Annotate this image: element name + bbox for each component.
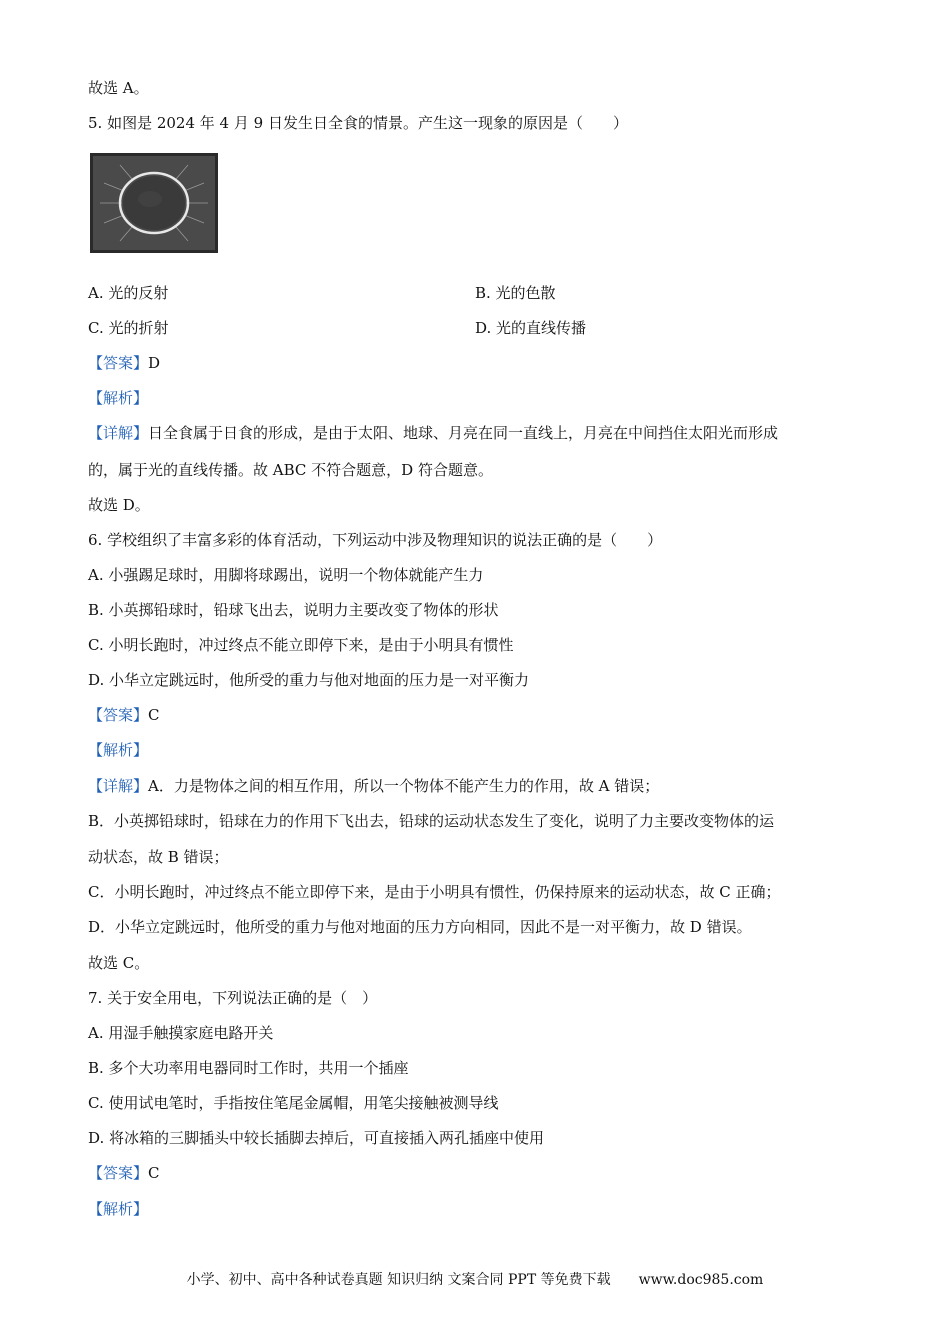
q5-option-a: A. 光的反射 <box>88 284 169 302</box>
answer-5 <box>88 353 160 373</box>
conclusion-6: 故选 C。 <box>88 954 150 972</box>
question-5: 5. 如图是 2024 年 4 月 9 日发生日全食的情景。产生这一现象的原因是（ ） <box>88 114 628 132</box>
detail-tag: 【详解】 <box>88 777 149 795</box>
answer-value: C <box>148 1164 160 1182</box>
answer-tag: 【答案】 <box>88 706 149 724</box>
answer-tag: 【答案】 <box>88 354 149 372</box>
q5-option-c: C. 光的折射 <box>88 319 169 337</box>
detail-5-line2: 的，属于光的直线传播。故 ABC 不符合题意，D 符合题意。 <box>88 461 493 479</box>
q7-option-c: C. 使用试电笔时，手指按住笔尾金属帽，用笔尖接触被测导线 <box>88 1094 499 1112</box>
detail-text: 日全食属于日食的形成，是由于太阳、地球、月亮在同一直线上，月亮在中间挡住太阳光而形成 <box>148 424 779 442</box>
detail-6-line1 <box>88 776 659 796</box>
page-footer: 小学、初中、高中各种试卷真题 知识归纳 文案合同 PPT 等免费下载 www.doc985.com <box>186 1272 764 1288</box>
q5-option-d: D. 光的直线传播 <box>475 319 587 337</box>
analysis-tag-5: 【解析】 <box>88 389 149 407</box>
detail-text: A．力是物体之间的相互作用，所以一个物体不能产生力的作用，故 A 错误； <box>148 777 660 795</box>
q7-option-b: B. 多个大功率用电器同时工作时，共用一个插座 <box>88 1059 409 1077</box>
detail-6-line4: C．小明长跑时，冲过终点不能立即停下来，是由于小明具有惯性，仍保持原来的运动状态，故 C 正确； <box>88 883 781 901</box>
detail-tag: 【详解】 <box>88 424 149 442</box>
q5-option-b: B. 光的色散 <box>475 284 556 302</box>
answer-6 <box>88 705 160 725</box>
solar-eclipse-image <box>90 153 218 253</box>
q6-option-d: D. 小华立定跳远时，他所受的重力与他对地面的压力是一对平衡力 <box>88 671 530 689</box>
q7-option-a: A. 用湿手触摸家庭电路开关 <box>88 1024 274 1042</box>
answer-7 <box>88 1163 160 1183</box>
detail-6-line3: 动状态，故 B 错误； <box>88 848 229 866</box>
line-conclusion-4: 故选 A。 <box>88 79 149 97</box>
detail-6-line2: B．小英掷铅球时，铅球在力的作用下飞出去，铅球的运动状态发生了变化，说明了力主要改变物体的运 <box>88 812 775 830</box>
question-7: 7. 关于安全用电，下列说法正确的是（ ） <box>88 989 378 1007</box>
q6-option-b: B. 小英掷铅球时，铅球飞出去，说明力主要改变了物体的形状 <box>88 601 499 619</box>
detail-6-line5: D．小华立定跳远时，他所受的重力与他对地面的压力方向相同，因此不是一对平衡力，故 D 错误。 <box>88 918 752 936</box>
answer-value: C <box>148 706 160 724</box>
detail-5-line1 <box>88 423 778 443</box>
analysis-tag-6: 【解析】 <box>88 741 149 759</box>
question-6: 6. 学校组织了丰富多彩的体育活动，下列运动中涉及物理知识的说法正确的是（ ） <box>88 531 663 549</box>
q6-option-a: A. 小强踢足球时，用脚将球踢出，说明一个物体就能产生力 <box>88 566 484 584</box>
q6-option-c: C. 小明长跑时，冲过终点不能立即停下来，是由于小明具有惯性 <box>88 636 514 654</box>
conclusion-5: 故选 D。 <box>88 496 150 514</box>
answer-value: D <box>148 354 161 372</box>
analysis-tag-7: 【解析】 <box>88 1200 149 1218</box>
q7-option-d: D. 将冰箱的三脚插头中较长插脚去掉后，可直接插入两孔插座中使用 <box>88 1129 545 1147</box>
answer-tag: 【答案】 <box>88 1164 149 1182</box>
